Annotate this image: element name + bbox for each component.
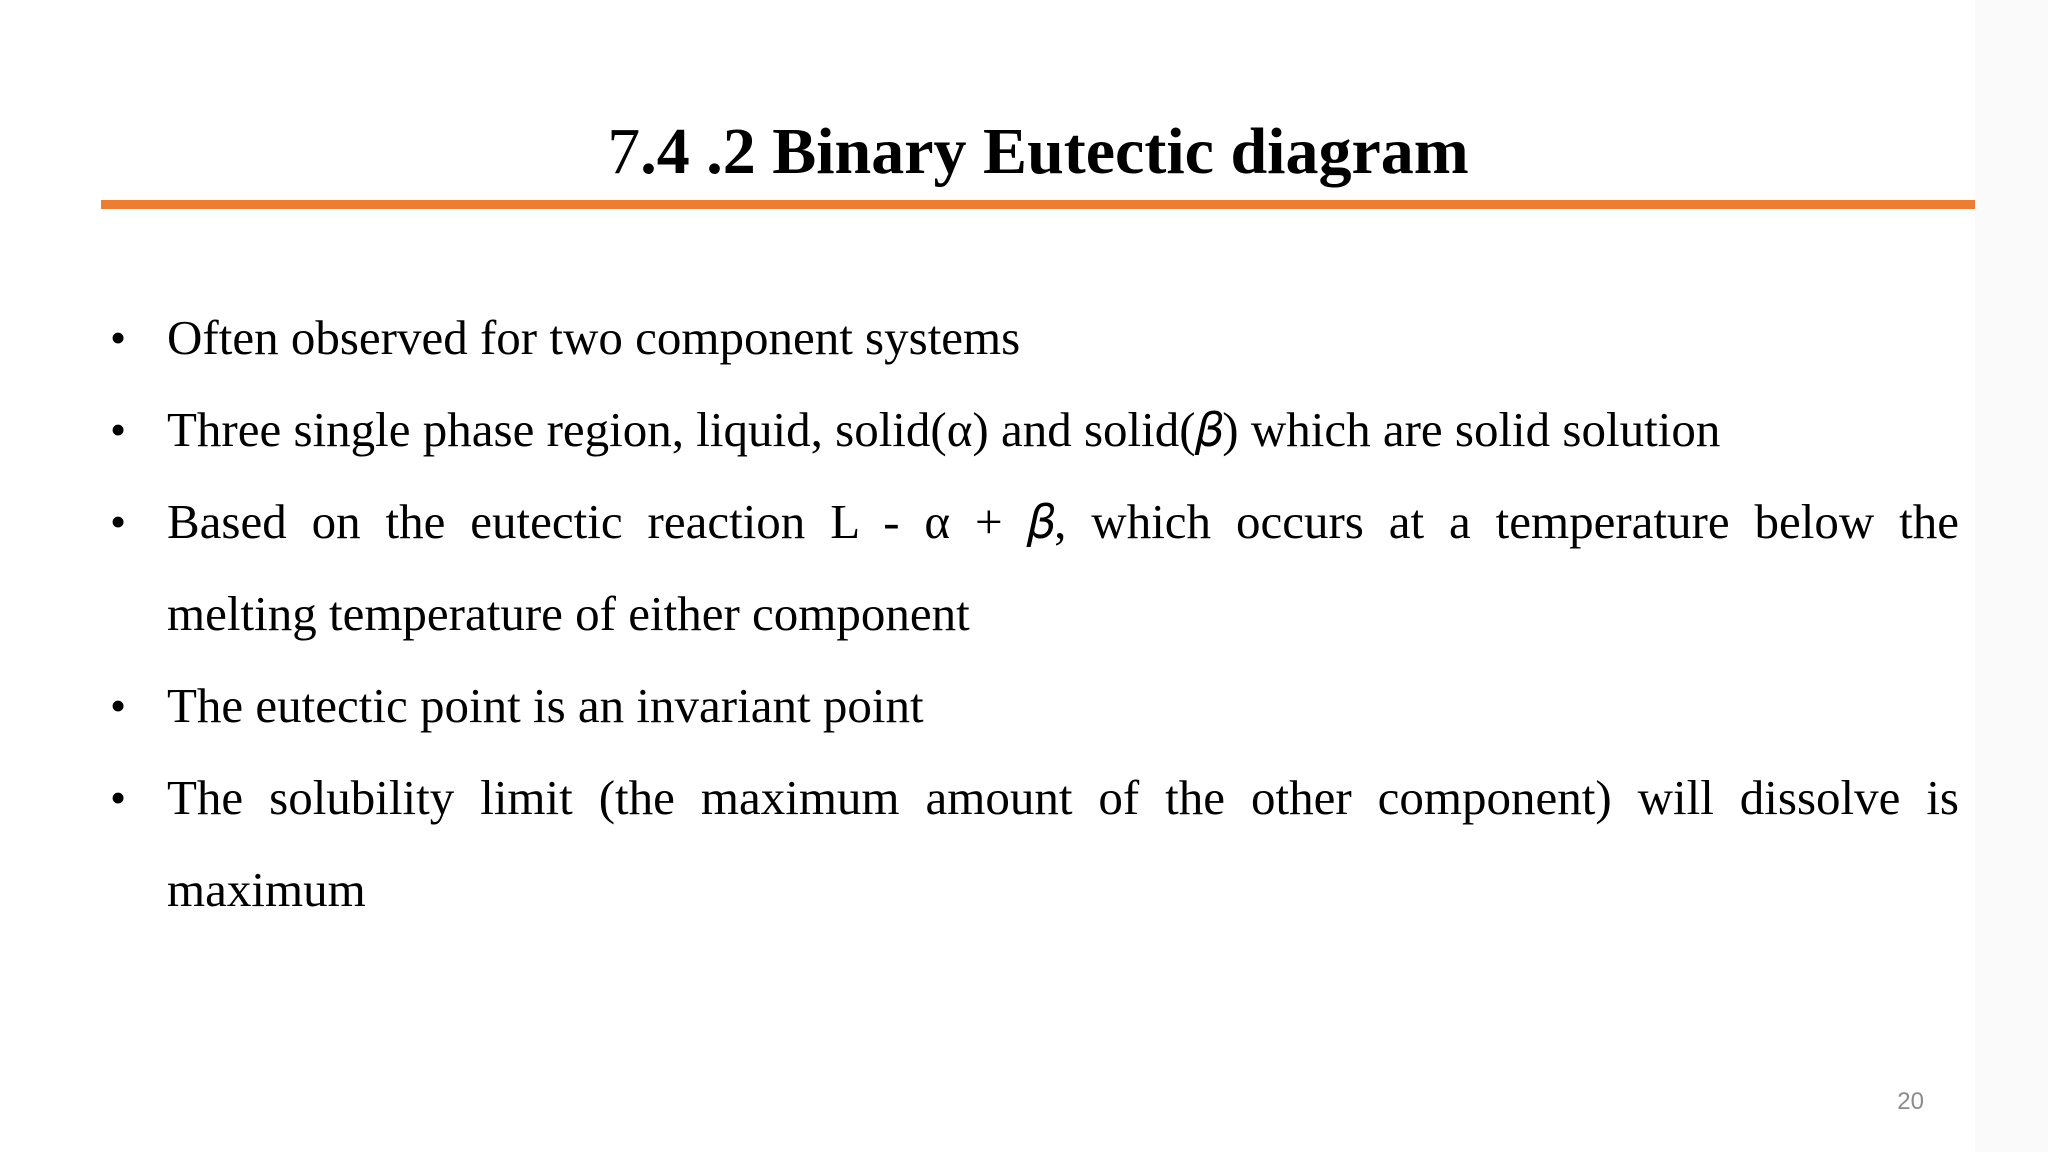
bullet-dot: • bbox=[110, 680, 127, 731]
bullet-text: Three single phase region, liquid, solid(α) and solid(𝛽) which are solid solution bbox=[167, 402, 1721, 457]
bullet-dot: • bbox=[110, 496, 127, 547]
page-number: 20 bbox=[1897, 1088, 1924, 1115]
bullet-text-continued: melting temperature of either component bbox=[167, 586, 970, 641]
bullet-text: Often observed for two component systems bbox=[167, 310, 1021, 365]
bullet-dot: • bbox=[110, 312, 127, 363]
bullet-text-continued: maximum bbox=[167, 862, 366, 917]
bullet-text: The eutectic point is an invariant point bbox=[167, 678, 924, 733]
bullet-text: The solubility limit (the maximum amount of the other component) will dissolve is bbox=[167, 770, 1959, 825]
title-number: 7 bbox=[607, 115, 641, 188]
bullet-text: Based on the eutectic reaction L - α + 𝛽, which occurs at a temperature below the bbox=[167, 494, 1959, 549]
title-text: .4 .2 Binary Eutectic diagram bbox=[640, 115, 1469, 188]
bullet-dot: • bbox=[110, 404, 127, 455]
bullet-dot: • bbox=[110, 772, 127, 823]
